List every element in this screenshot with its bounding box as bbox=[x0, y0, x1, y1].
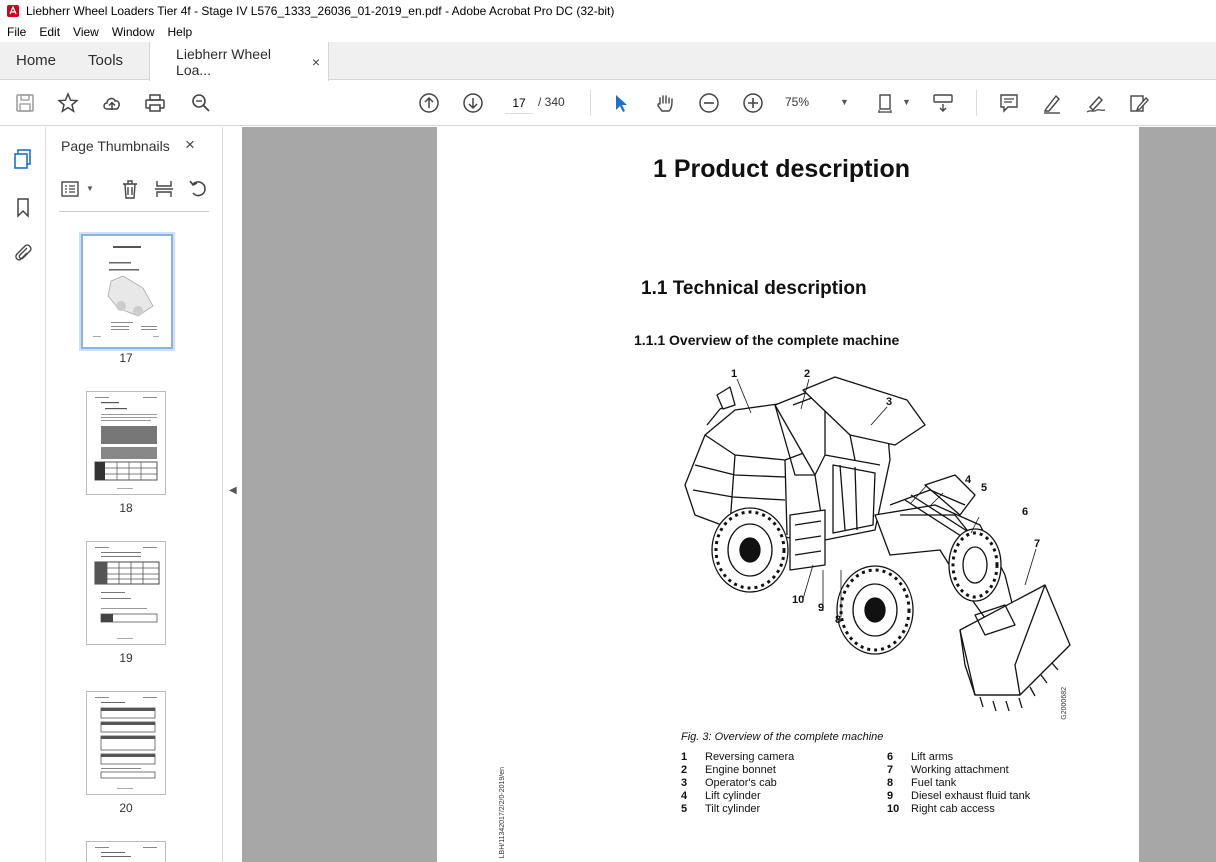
search-zoom-icon bbox=[190, 92, 212, 114]
legend-row: 10 Right cab access bbox=[887, 803, 995, 815]
page-thumbnails-icon bbox=[12, 148, 34, 170]
legend-left bbox=[681, 751, 794, 816]
thumbnail-page-20[interactable] bbox=[86, 691, 166, 795]
tab-tools[interactable]: Tools bbox=[88, 52, 124, 69]
rotate-icon bbox=[187, 178, 209, 200]
edit-document-icon bbox=[1128, 92, 1150, 114]
zoom-level[interactable]: 75% bbox=[785, 95, 810, 109]
sign-button[interactable] bbox=[1084, 91, 1108, 115]
collapse-panel-icon[interactable]: ◀ bbox=[229, 485, 237, 496]
menu-bar bbox=[0, 22, 1216, 42]
panel-divider bbox=[59, 211, 209, 212]
thumbnail-page-21[interactable] bbox=[86, 841, 166, 862]
tab-document-label: Liebherr Wheel Loa... bbox=[176, 45, 271, 78]
star-icon bbox=[57, 92, 79, 114]
panel-splitter[interactable] bbox=[222, 127, 242, 862]
zoom-dropdown-icon[interactable]: ▼ bbox=[840, 97, 849, 107]
legend-row: 2 Engine bonnet bbox=[681, 764, 776, 776]
print-button[interactable] bbox=[143, 91, 167, 115]
pen-highlight-icon bbox=[1041, 92, 1063, 114]
title-bar bbox=[0, 0, 1216, 22]
plus-circle-icon bbox=[742, 92, 764, 114]
edit-pdf-button[interactable] bbox=[1127, 91, 1151, 115]
menu-edit[interactable]: Edit bbox=[39, 25, 61, 39]
printer-icon bbox=[144, 92, 166, 114]
close-panel-icon[interactable]: × bbox=[185, 135, 195, 154]
legend-row: 9 Diesel exhaust fluid tank bbox=[887, 790, 1031, 802]
thumbnails-panel bbox=[47, 127, 222, 862]
menu-file[interactable]: File bbox=[7, 25, 27, 39]
thumbnail-image bbox=[87, 692, 165, 794]
thumbnail-page-17[interactable] bbox=[81, 234, 173, 349]
list-options-icon bbox=[60, 178, 82, 200]
navigation-rail bbox=[0, 127, 46, 862]
page-display-dropdown-icon[interactable]: ▼ bbox=[902, 97, 911, 107]
legend-row: 8 Fuel tank bbox=[887, 777, 957, 789]
page-thumbnails-button[interactable] bbox=[11, 147, 35, 171]
insert-page-icon bbox=[153, 178, 175, 200]
pdf-page bbox=[437, 127, 1139, 862]
callout-label: 6 bbox=[1022, 506, 1029, 518]
bookmarks-button[interactable] bbox=[11, 195, 35, 219]
thumbnail-label: 20 bbox=[119, 801, 133, 815]
callout-label: 7 bbox=[1034, 538, 1041, 550]
callout-label: 9 bbox=[818, 602, 825, 614]
options-menu-button[interactable] bbox=[59, 177, 83, 201]
arrow-down-circle-icon bbox=[462, 92, 484, 114]
insert-pages-button[interactable] bbox=[152, 177, 176, 201]
window-title: Liebherr Wheel Loaders Tier 4f - Stage IV L576_1333_26036_01-2019_en.pdf - Adobe Acrobat Pro DC (32-bit) bbox=[26, 4, 615, 18]
scroll-mode-button[interactable] bbox=[931, 91, 955, 115]
thumbnail-label: 18 bbox=[119, 501, 133, 515]
delete-pages-button[interactable] bbox=[118, 177, 142, 201]
legend-row: 1 Reversing camera bbox=[681, 751, 795, 763]
legend-row: 5 Tilt cylinder bbox=[681, 803, 761, 815]
callout-label: 3 bbox=[886, 396, 893, 408]
callout-label: 1 bbox=[731, 368, 738, 380]
save-button[interactable] bbox=[13, 91, 37, 115]
callout-label: 4 bbox=[965, 474, 972, 486]
tab-document[interactable] bbox=[149, 42, 329, 81]
cloud-upload-icon bbox=[101, 92, 123, 114]
acrobat-icon bbox=[6, 4, 20, 18]
callout-label: 5 bbox=[981, 482, 988, 494]
fit-page-icon bbox=[876, 92, 898, 114]
keyboard-scroll-icon bbox=[932, 92, 954, 114]
subsection-heading: 1.1.1 Overview of the complete machine bbox=[634, 332, 900, 348]
callout-label: 2 bbox=[804, 368, 811, 380]
document-code: LBH/11342017/2/2/0-2019/en bbox=[499, 767, 506, 859]
page-total: / 340 bbox=[538, 95, 565, 109]
trash-icon bbox=[119, 178, 141, 200]
thumbnail-image bbox=[83, 236, 171, 347]
panel-title: Page Thumbnails bbox=[61, 138, 170, 154]
callout-label: 10 bbox=[792, 594, 805, 606]
next-page-button[interactable] bbox=[461, 91, 485, 115]
thumbnail-page-19[interactable] bbox=[86, 541, 166, 645]
menu-view[interactable]: View bbox=[73, 25, 99, 39]
chapter-heading: 1 Product description bbox=[653, 155, 910, 183]
hand-tool-button[interactable] bbox=[653, 91, 677, 115]
paperclip-icon bbox=[12, 241, 34, 263]
thumbnail-image bbox=[87, 542, 165, 644]
menu-help[interactable]: Help bbox=[167, 25, 193, 39]
main-toolbar bbox=[0, 81, 1216, 126]
comment-button[interactable] bbox=[997, 91, 1021, 115]
bookmark-icon bbox=[12, 196, 34, 218]
minus-circle-icon bbox=[698, 92, 720, 114]
options-dropdown-icon[interactable]: ▼ bbox=[86, 184, 94, 193]
figure-caption: Fig. 3: Overview of the complete machine bbox=[681, 731, 884, 743]
tab-close-icon[interactable]: × bbox=[311, 53, 321, 70]
menu-window[interactable]: Window bbox=[111, 25, 155, 39]
wheel-loader-figure bbox=[675, 365, 1075, 725]
hand-icon bbox=[654, 92, 676, 114]
thumbnail-page-18[interactable] bbox=[86, 391, 166, 495]
highlight-button[interactable] bbox=[1040, 91, 1064, 115]
page-number-input[interactable] bbox=[505, 92, 533, 114]
document-viewer[interactable] bbox=[242, 127, 1216, 862]
thumbnail-toolbar bbox=[59, 177, 209, 201]
thumbnail-label: 17 bbox=[119, 351, 133, 365]
legend-row: 7 Working attachment bbox=[887, 764, 1009, 776]
thumbnail-image bbox=[87, 842, 165, 862]
save-icon bbox=[14, 92, 36, 114]
zoom-in-button[interactable] bbox=[741, 91, 765, 115]
tab-bar bbox=[0, 42, 1216, 80]
sign-pen-icon bbox=[1085, 92, 1107, 114]
upload-button[interactable] bbox=[100, 91, 124, 115]
thumbnail-label: 19 bbox=[119, 651, 133, 665]
zoom-out-button[interactable] bbox=[697, 91, 721, 115]
bookmark-star-button[interactable] bbox=[56, 91, 80, 115]
attachments-button[interactable] bbox=[11, 240, 35, 264]
previous-page-button[interactable] bbox=[417, 91, 441, 115]
page-display-button[interactable] bbox=[875, 91, 899, 115]
callout-label: 8 bbox=[835, 614, 842, 626]
thumbnail-list[interactable] bbox=[47, 223, 207, 862]
toolbar-divider bbox=[976, 90, 977, 116]
find-button[interactable] bbox=[189, 91, 213, 115]
thumbnail-image bbox=[87, 392, 165, 494]
cursor-arrow-icon bbox=[610, 92, 632, 114]
legend-right bbox=[887, 751, 1030, 816]
legend-row: 3 Operator's cab bbox=[681, 777, 777, 789]
comment-icon bbox=[998, 92, 1020, 114]
legend-row: 6 Lift arms bbox=[887, 751, 954, 763]
figure-code: G2000682 bbox=[1061, 687, 1068, 720]
arrow-up-circle-icon bbox=[418, 92, 440, 114]
select-tool-button[interactable] bbox=[609, 91, 633, 115]
legend-row: 4 Lift cylinder bbox=[681, 790, 761, 802]
rotate-pages-button[interactable] bbox=[186, 177, 210, 201]
tab-home[interactable]: Home bbox=[16, 52, 57, 69]
section-heading: 1.1 Technical description bbox=[641, 278, 867, 299]
toolbar-divider bbox=[590, 90, 591, 116]
